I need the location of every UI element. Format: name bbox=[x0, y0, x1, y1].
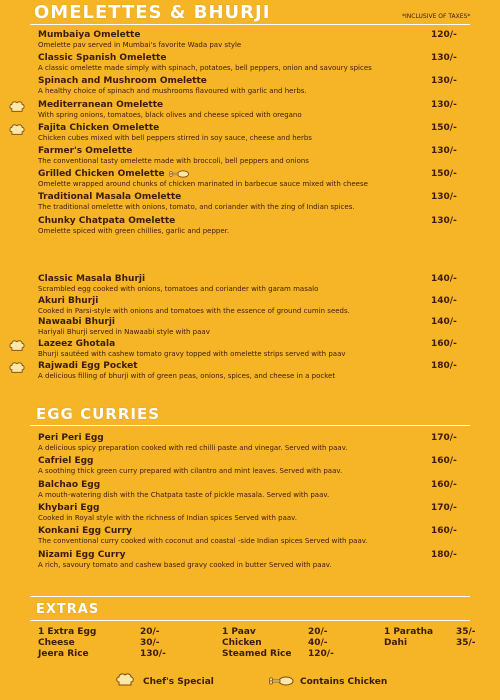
item-name bbox=[38, 503, 478, 513]
chicken-leg-icon bbox=[168, 170, 190, 178]
extra-price: 20/- bbox=[140, 627, 160, 637]
item-name bbox=[38, 456, 478, 466]
menu-item bbox=[38, 339, 478, 358]
item-name bbox=[38, 123, 478, 133]
chef-hat-icon bbox=[9, 101, 25, 113]
item-name bbox=[38, 76, 478, 86]
item-name-text: Chunky Chatpata Omelette bbox=[38, 215, 176, 226]
menu-item bbox=[38, 433, 478, 452]
extra-name: Jeera Rice bbox=[38, 649, 89, 659]
extras-heading: EXTRAS bbox=[36, 602, 100, 617]
item-price: 140/- bbox=[431, 317, 457, 328]
item-description: A soothing thick green curry prepared with cilantro and mint leaves. Served with paav. bbox=[38, 467, 343, 476]
item-name bbox=[38, 433, 478, 443]
item-name bbox=[38, 339, 478, 349]
item-name bbox=[38, 216, 478, 226]
item-name-text: Rajwadi Egg Pocket bbox=[38, 360, 138, 371]
item-name-text: Nawaabi Bhurji bbox=[38, 317, 116, 328]
item-description: A classic omelette made simply with spinach, potatoes, bell peppers, onion and savoury spices bbox=[38, 64, 372, 73]
chef-hat-icon bbox=[9, 362, 25, 374]
item-name-text: Fajita Chicken Omelette bbox=[38, 122, 160, 133]
item-name-text: Konkani Egg Curry bbox=[38, 526, 133, 537]
extra-price: 130/- bbox=[140, 649, 166, 659]
item-price: 170/- bbox=[431, 502, 457, 513]
menu-item bbox=[38, 456, 478, 475]
item-name-text: Balchao Egg bbox=[38, 479, 101, 490]
extra-price: 35/- bbox=[456, 638, 476, 648]
item-description: Bhurji sautéed with cashew tomato gravy topped with omelette strips served with paav bbox=[38, 350, 346, 359]
item-name bbox=[38, 192, 478, 202]
item-name bbox=[38, 550, 478, 560]
extra-price: 120/- bbox=[308, 649, 334, 659]
item-description: A delicious filling of bhurji with of green peas, onions, spices, and cheese in a pocket bbox=[38, 371, 336, 380]
item-name bbox=[38, 361, 478, 371]
item-description: Cooked in Royal style with the richness of Indian spices Served with paav. bbox=[38, 513, 297, 522]
item-price: 160/- bbox=[431, 456, 457, 467]
item-name bbox=[38, 100, 478, 110]
item-name-text: Classic Spanish Omelette bbox=[38, 53, 167, 64]
item-price: 160/- bbox=[431, 479, 457, 490]
item-description: The conventional tasty omelette made with broccoli, bell peppers and onions bbox=[38, 157, 309, 165]
item-description: Hariyali Bhurji served in Nawaabi style with paav bbox=[38, 328, 210, 337]
item-name-text: Spinach and Mushroom Omelette bbox=[38, 76, 207, 87]
item-name-text: Mediterranean Omelette bbox=[38, 99, 164, 110]
item-name bbox=[38, 146, 478, 156]
menu-item bbox=[38, 30, 478, 49]
menu-item bbox=[38, 192, 478, 211]
item-name bbox=[38, 480, 478, 490]
item-description: A delicious spicy preparation cooked with red chilli paste and vinegar. Served with paav. bbox=[38, 444, 348, 452]
legend-chef: Chef's Special bbox=[143, 677, 214, 687]
chicken-leg-icon bbox=[268, 676, 294, 686]
item-name-text: Khybari Egg bbox=[38, 502, 100, 513]
omelettes-rule bbox=[30, 24, 470, 25]
item-price: 180/- bbox=[431, 360, 457, 371]
extras-rule-top bbox=[30, 596, 470, 597]
item-description: Omelette wrapped around chunks of chicken marinated in barbecue sauce mixed with cheese bbox=[38, 180, 368, 189]
menu-item bbox=[38, 274, 478, 293]
menu-item bbox=[38, 146, 478, 165]
menu-item bbox=[38, 526, 478, 545]
tax-note: *INCLUSIVE OF TAXES* bbox=[402, 13, 471, 20]
item-name-text: Akuri Bhurji bbox=[38, 295, 99, 306]
item-price: 150/- bbox=[431, 169, 457, 180]
item-name bbox=[38, 274, 478, 284]
item-price: 160/- bbox=[431, 526, 457, 537]
item-name-text: Lazeez Ghotala bbox=[38, 339, 116, 350]
extra-name: Dahi bbox=[384, 638, 408, 648]
item-name-text: Cafriel Egg bbox=[38, 456, 94, 467]
extra-price: 20/- bbox=[308, 627, 328, 637]
chef-hat-icon bbox=[116, 673, 134, 687]
item-description: A mouth-watering dish with the Chatpata taste of pickle masala. Served with paav. bbox=[38, 490, 330, 499]
extra-name: 1 Extra Egg bbox=[38, 627, 97, 637]
item-price: 120/- bbox=[431, 30, 457, 40]
item-description: The conventional curry cooked with coconut and coastal -side Indian spices Served with paav. bbox=[38, 537, 368, 546]
curries-heading: EGG CURRIES bbox=[36, 405, 161, 423]
extras-rule bbox=[30, 620, 470, 621]
omelettes-heading: OMELETTES & BHURJI bbox=[34, 2, 271, 23]
curries-rule bbox=[30, 425, 470, 426]
item-name bbox=[38, 296, 478, 306]
item-price: 170/- bbox=[431, 433, 457, 443]
item-name-text: Peri Peri Egg bbox=[38, 433, 104, 443]
item-description: The traditional omelette with onions, tomato, and coriander with the zing of Indian spices. bbox=[38, 203, 355, 212]
item-price: 140/- bbox=[431, 274, 457, 284]
item-name bbox=[38, 53, 478, 63]
chef-hat-icon bbox=[9, 340, 25, 352]
menu-item bbox=[38, 169, 478, 188]
extra-name: Chicken bbox=[222, 638, 262, 648]
extra-name: Cheese bbox=[38, 638, 75, 648]
item-name-text: Farmer's Omelette bbox=[38, 146, 133, 156]
item-price: 130/- bbox=[431, 76, 457, 87]
menu-item bbox=[38, 100, 478, 119]
menu-item bbox=[38, 361, 478, 380]
item-price: 130/- bbox=[431, 99, 457, 110]
item-name bbox=[38, 169, 478, 179]
item-description: A healthy choice of spinach and mushrooms flavoured with garlic and herbs. bbox=[38, 87, 307, 96]
chef-hat-icon bbox=[9, 124, 25, 136]
item-price: 130/- bbox=[431, 192, 457, 203]
item-name-text: Grilled Chicken Omelette bbox=[38, 169, 165, 180]
menu-item bbox=[38, 480, 478, 499]
item-name-text: Traditional Masala Omelette bbox=[38, 192, 182, 203]
extra-name: 1 Paav bbox=[222, 627, 256, 637]
extra-price: 35/- bbox=[456, 627, 476, 637]
item-description: Chicken cubes mixed with bell peppers stirred in soy sauce, cheese and herbs bbox=[38, 133, 312, 142]
extra-name: 1 Paratha bbox=[384, 627, 434, 637]
item-price: 160/- bbox=[431, 339, 457, 350]
extra-price: 30/- bbox=[140, 638, 160, 648]
item-description: With spring onions, tomatoes, black olives and cheese spiced with oregano bbox=[38, 110, 302, 119]
item-name-text: Nizami Egg Curry bbox=[38, 549, 126, 560]
item-name bbox=[38, 526, 478, 536]
item-description: Omelette spiced with green chillies, garlic and pepper. bbox=[38, 226, 230, 235]
item-price: 130/- bbox=[431, 53, 457, 64]
menu-item bbox=[38, 296, 478, 315]
extra-price: 40/- bbox=[308, 638, 328, 648]
item-name-text: Mumbaiya Omelette bbox=[38, 30, 141, 40]
item-price: 150/- bbox=[431, 122, 457, 133]
item-name bbox=[38, 317, 478, 327]
item-price: 140/- bbox=[431, 295, 457, 306]
extra-name: Steamed Rice bbox=[222, 649, 292, 659]
menu-item bbox=[38, 503, 478, 522]
item-price: 130/- bbox=[431, 215, 457, 226]
menu-item bbox=[38, 123, 478, 142]
item-description: Cooked in Parsi-style with onions and tomatoes with the essence of ground cumin seeds. bbox=[38, 306, 350, 315]
legend-chicken: Contains Chicken bbox=[300, 677, 388, 687]
menu-item bbox=[38, 216, 478, 235]
item-description: A rich, savoury tomato and cashew based gravy cooked in butter Served with paav. bbox=[38, 560, 332, 569]
item-price: 180/- bbox=[431, 549, 457, 560]
menu-item bbox=[38, 53, 478, 72]
item-price: 130/- bbox=[431, 146, 457, 156]
menu-item bbox=[38, 317, 478, 336]
item-description: Omelette pav served in Mumbai's favorite Wada pav style bbox=[38, 41, 242, 49]
item-name-text: Classic Masala Bhurji bbox=[38, 274, 146, 284]
item-description: Scrambled egg cooked with onions, tomatoes and coriander with garam masalo bbox=[38, 285, 319, 293]
item-name bbox=[38, 30, 478, 40]
menu-item bbox=[38, 550, 478, 569]
menu-item bbox=[38, 76, 478, 95]
